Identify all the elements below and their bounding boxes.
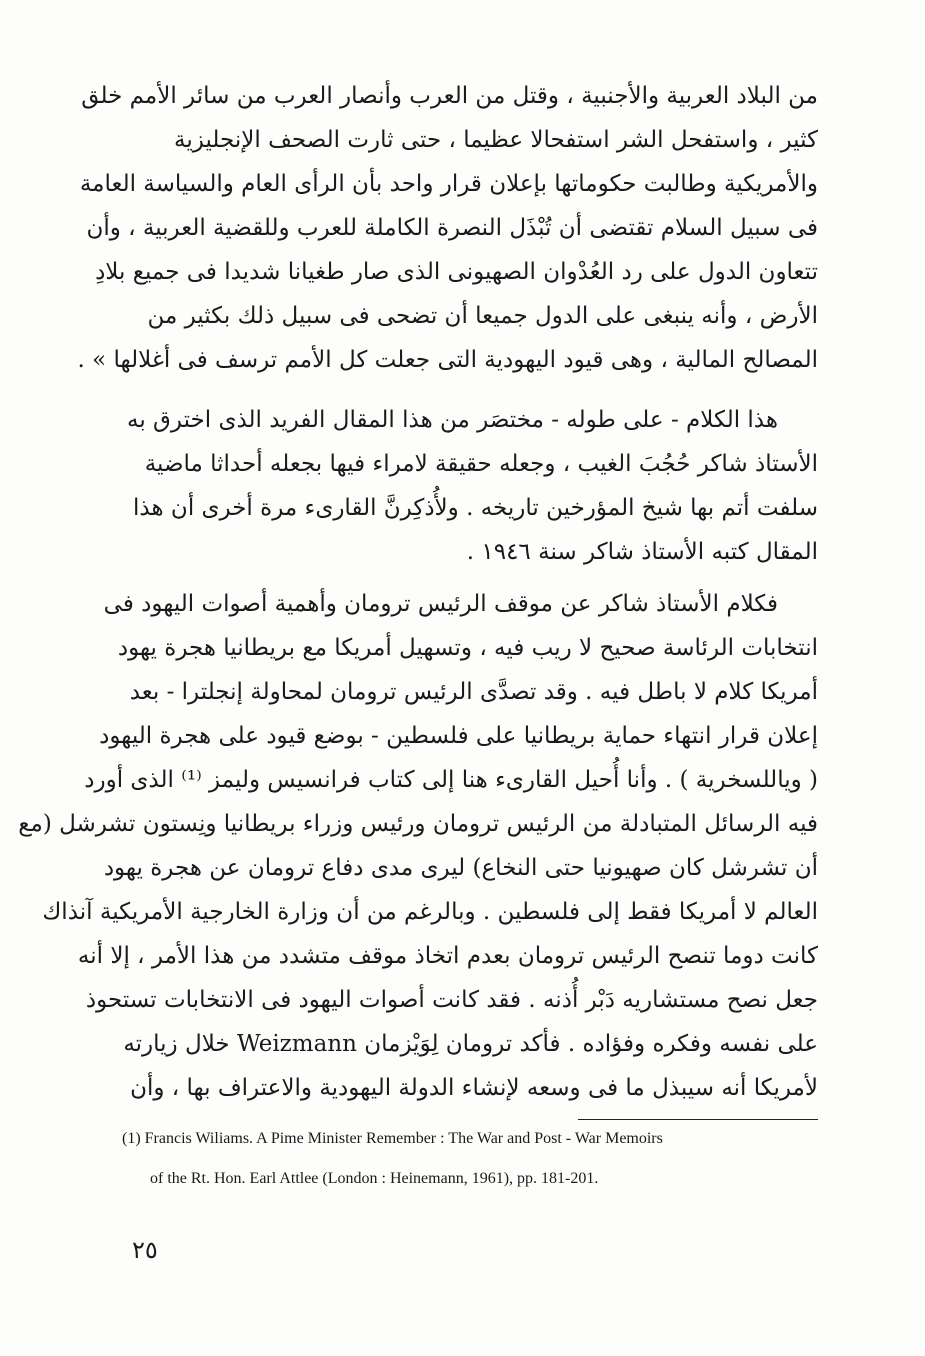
footnote-line: (1) Francis Wiliams. A Pime Minister Remember : The War and Post - War Memoirs (122, 1130, 663, 1147)
text-line: كانت دوما تنصح الرئيس ترومان بعدم اتخاذ موقف متشدد من هذا الأمر ، إلا أنه (77, 943, 818, 969)
text-line: المصالح المالية ، وهى قيود اليهودية التى جعلت كل الأمم ترسف فى أغلالها » . (77, 347, 818, 373)
text-line: والأمريكية وطالبت حكوماتها بإعلان قرار واحد بأن الرأى العام والسياسة العامة (79, 171, 818, 197)
text-line: أمريكا كلام لا باطل فيه . وقد تصدَّى الرئيس ترومان لمحاولة إنجلترا - بعد (129, 679, 818, 705)
footnote-line: of the Rt. Hon. Earl Attlee (London : Heinemann, 1961), pp. 181-201. (150, 1170, 599, 1187)
text-line: فكلام الأستاذ شاكر عن موقف الرئيس ترومان وأهمية أصوات اليهود فى (103, 591, 778, 617)
page-number: ٢٥ (132, 1236, 158, 1264)
text-line: الأستاذ شاكر حُجُبَ الغيب ، وجعله حقيقة لامراء فيها بجعله أحداثا ماضية (144, 451, 818, 477)
text-line: فى سبيل السلام تقتضى أن تُبْذَل النصرة الكاملة للعرب وللقضية العربية ، وأن (86, 215, 818, 241)
text-line: المقال كتبه الأستاذ شاكر سنة ١٩٤٦ . (466, 539, 818, 565)
footnote-divider (578, 1119, 818, 1120)
text-line: تتعاون الدول على رد العُدْوان الصهيونى الذى صار طغيانا شديدا فى جميع بلادِ (95, 259, 818, 285)
text-line: سلفت أتم بها شيخ المؤرخين تاريخه . ولأُذكِرنَّ القارىء مرة أخرى أن هذا (133, 495, 818, 521)
text-line: من البلاد العربية والأجنبية ، وقتل من العرب وأنصار العرب من سائر الأمم خلق (81, 83, 818, 109)
text-line: لأمريكا أنه سيبذل ما فى وسعه لإنشاء الدولة اليهودية والاعتراف بها ، وأن (130, 1075, 818, 1101)
text-line: كثير ، واستفحل الشر استفحالا عظيما ، حتى ثارت الصحف الإنجليزية (174, 127, 818, 153)
paragraph-1 (77, 74, 818, 382)
text-line: ( وياللسخرية ) . وأنا أُحيل القارىء هنا إلى كتاب فرانسيس وليمز ⁽¹⁾ الذى أورد (84, 767, 818, 793)
paragraph-2 (118, 398, 818, 574)
text-line: جعل نصح مستشاريه دَبْر أُذنه . فقد كانت أصوات اليهود فى الانتخابات تستحوذ (85, 987, 818, 1013)
text-line: على نفسه وفكره وفؤاده . فأكد ترومان لِوَيْزمان Weizmann خلال زيارته (123, 1031, 818, 1057)
text-line: هذا الكلام - على طوله - مختصَر من هذا المقال الفريد الذى اخترق به (127, 407, 778, 433)
text-line: انتخابات الرئاسة صحيح لا ريب فيه ، وتسهيل أمريكا مع بريطانيا هجرة يهود (117, 635, 818, 661)
text-line: الأرض ، وأنه ينبغى على الدول جميعا أن تضحى فى سبيل ذلك بكثير من (147, 303, 818, 329)
text-line: أن تشرشل كان صهيونيا حتى النخاع) ليرى مدى دفاع ترومان عن هجرة يهود (103, 855, 818, 881)
footnote (122, 1127, 812, 1207)
paragraph-3 (18, 582, 818, 1110)
text-line: العالم لا أمريكا فقط إلى فلسطين . وبالرغم من أن وزارة الخارجية الأمريكية آنذاك (42, 899, 818, 925)
text-line: إعلان قرار انتهاء حماية بريطانيا على فلسطين - بوضع قيود على هجرة اليهود (99, 723, 818, 749)
text-line: فيه الرسائل المتبادلة من الرئيس ترومان ورئيس وزراء بريطانيا ونِستون تشرشل (مع (18, 811, 818, 837)
